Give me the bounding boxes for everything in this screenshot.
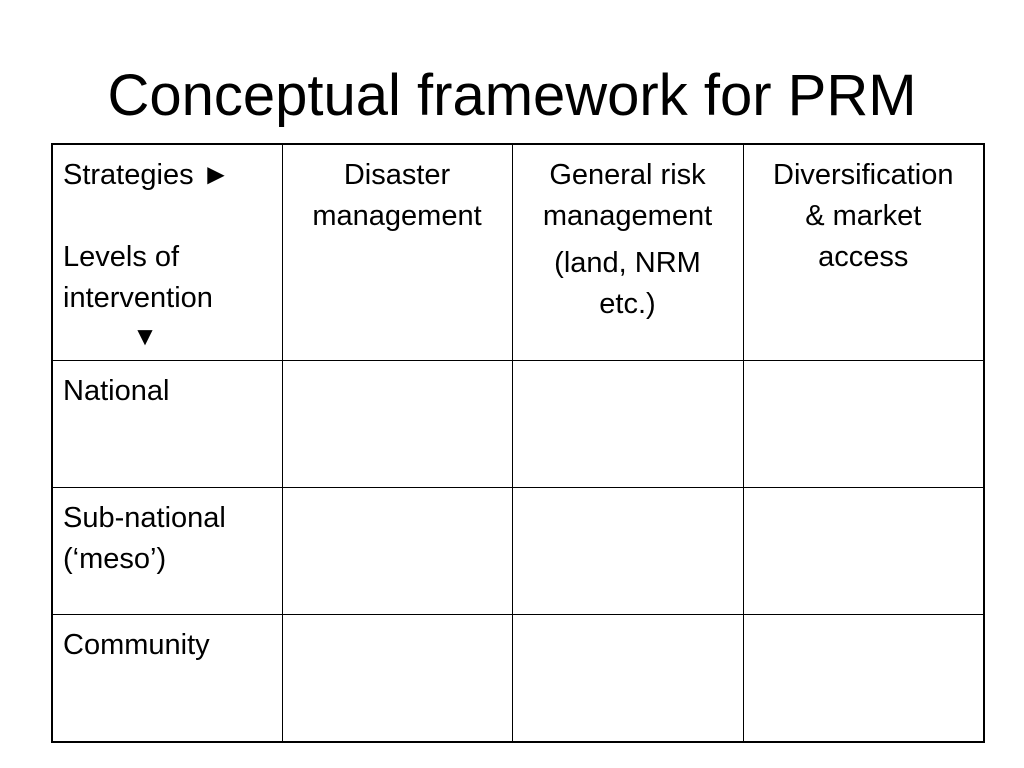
table-cell xyxy=(512,487,743,614)
table-cell xyxy=(512,360,743,487)
slide-title: Conceptual framework for PRM xyxy=(107,63,917,128)
framework-table xyxy=(51,143,985,743)
table-cell xyxy=(282,487,512,614)
strategy-header-general-risk-management xyxy=(512,144,743,360)
strategy-header-line: & market xyxy=(805,200,922,232)
level-label-national xyxy=(52,360,282,487)
strategy-header-line: Diversification xyxy=(773,159,954,191)
strategy-header-diversification xyxy=(743,144,984,360)
table-header-row xyxy=(52,144,984,360)
strategy-header-note-line: etc.) xyxy=(599,288,656,320)
strategy-header-line: management xyxy=(542,200,713,232)
level-label-line: Sub-national xyxy=(63,501,226,534)
strategies-axis-label: Strategies ► xyxy=(63,159,231,191)
table-row-national xyxy=(52,360,984,487)
level-label-line: (‘meso’) xyxy=(63,542,167,575)
level-label-sub-national xyxy=(52,487,282,614)
strategy-header-disaster-management xyxy=(282,144,512,360)
table-cell xyxy=(743,360,984,487)
table-cell xyxy=(512,614,743,742)
table-cell xyxy=(282,614,512,742)
strategy-header-line: General risk xyxy=(549,159,706,191)
levels-axis-label-line1: Levels of xyxy=(63,241,180,273)
table-row-community xyxy=(52,614,984,742)
strategy-header-line: access xyxy=(818,241,909,273)
strategy-header-note xyxy=(523,243,733,325)
level-label-community xyxy=(52,614,282,742)
corner-cell xyxy=(52,144,282,360)
table-cell xyxy=(743,487,984,614)
table-cell xyxy=(743,614,984,742)
strategy-header-line: management xyxy=(312,200,482,232)
strategy-header-line: Disaster xyxy=(343,159,451,191)
table-row-sub-national xyxy=(52,487,984,614)
strategy-header-note-line: (land, NRM xyxy=(554,247,701,279)
down-arrow-icon: ▼ xyxy=(132,321,158,351)
levels-axis-label-line2: intervention xyxy=(63,282,213,314)
table-cell xyxy=(282,360,512,487)
level-label-line: National xyxy=(63,374,170,407)
level-label-line: Community xyxy=(63,628,210,661)
